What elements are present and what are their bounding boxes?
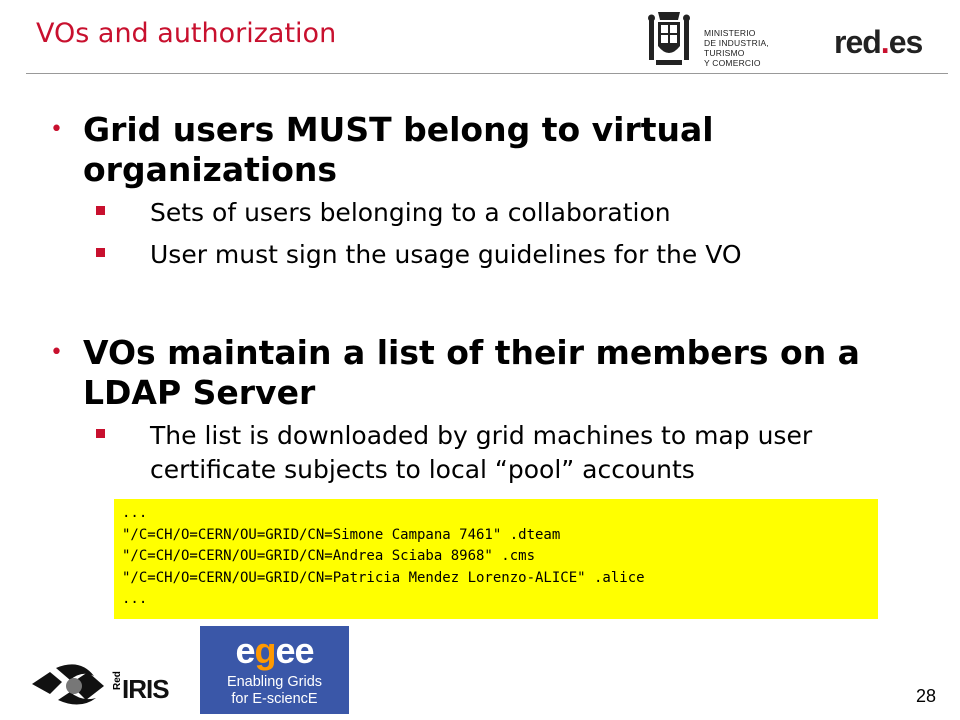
sub-bullet-text: User must sign the usage guidelines for the VO [150, 240, 742, 269]
bullet-dot-icon: • [50, 117, 63, 142]
spanish-crest-icon [646, 10, 692, 68]
bullet-text: VOs maintain a list of their members on a LDAP Server [83, 333, 860, 412]
bullet-text: Grid users MUST belong to virtual organizations [83, 110, 714, 189]
square-bullet-icon [96, 248, 105, 257]
square-bullet-icon [96, 206, 105, 215]
page-number: 28 [916, 686, 937, 706]
sub-bullet-item [96, 238, 936, 272]
sub-bullet-item [96, 419, 936, 487]
egee-name: egee [235, 630, 314, 671]
ministry-name: MINISTERIO DE INDUSTRIA, TURISMO Y COMERCIO [704, 28, 769, 68]
ministry-logo [646, 10, 796, 68]
bullet-item [50, 110, 930, 190]
bullet-item [50, 333, 930, 413]
title-divider [26, 73, 948, 74]
sub-bullet-text: The list is downloaded by grid machines to map user certificate subjects to local “pool” accounts [150, 421, 813, 484]
code-line: ... [122, 591, 148, 607]
redes-logo: red.es [834, 24, 923, 60]
slide-title: VOs and authorization [36, 18, 337, 49]
code-line: ... [122, 505, 148, 521]
bullet-dot-icon: • [50, 340, 63, 365]
rediris-red-label: Red [112, 671, 123, 690]
egee-tagline: Enabling Grids for E-sciencE [226, 674, 323, 707]
rediris-logo-text: IRIS [122, 674, 169, 704]
code-line: "/C=CH/O=CERN/OU=GRID/CN=Andrea Sciaba 8968" .cms [122, 548, 536, 564]
code-line: "/C=CH/O=CERN/OU=GRID/CN=Simone Campana 7461" .dteam [122, 526, 561, 543]
egee-logo [200, 626, 349, 714]
vo-members-code-block [114, 499, 878, 619]
square-bullet-icon [96, 429, 105, 438]
code-line: "/C=CH/O=CERN/OU=GRID/CN=Patricia Mendez Lorenzo-ALICE" .alice [122, 569, 645, 586]
sub-bullet-item [96, 196, 936, 230]
sub-bullet-text: Sets of users belonging to a collaboration [150, 198, 671, 227]
